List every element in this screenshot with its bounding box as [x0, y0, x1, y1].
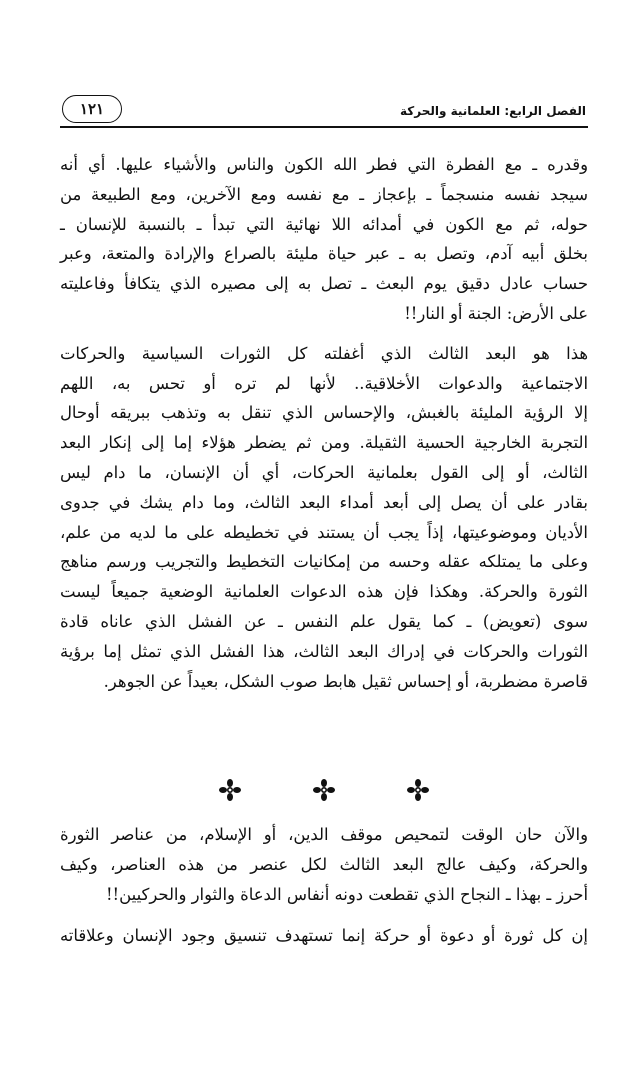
header-rule	[60, 126, 588, 128]
page-number: ١٢١	[62, 95, 122, 123]
text-line: قاصرة مضطربة، أو إحساس ثقيل هابط صوب الشكل، بعيداً عن الجوهر.	[103, 671, 588, 691]
floral-ornament-icon	[406, 778, 430, 802]
floral-ornament-icon	[218, 778, 242, 802]
text-line: الأديان وموضوعيتها، إذاً يجب أن يستند في تخطيطه على ما لديه من علم،	[60, 522, 588, 542]
text-line: سوى (تعويض) ـ كما يقول علم النفس ـ عن الفشل الذي عاناه قادة	[60, 611, 588, 631]
text-line: هذا هو البعد الثالث الذي أغفلته كل الثورات السياسية والحركات	[60, 343, 588, 363]
text-line: والآن حان الوقت لتمحيص موقف الدين، أو الإسلام، من عناصر الثورة	[60, 825, 588, 844]
text-line: وعلى ما يمتلكه عقله وحسه من إمكانيات التخطيط والتجريب ورسم مناهج	[60, 552, 588, 572]
text-line: الثالث، أو إلى القول بعلمانية الحركات، أي أن الإنسان، ما دام ليس	[60, 462, 588, 482]
text-line: إلا الرؤية المليئة بالغبش، والإحساس الذي تنقل به وتذهب ببريقه أوحال	[60, 403, 588, 423]
running-header	[60, 92, 588, 130]
text-line: الثورة والحركة. وهكذا فإن هذه الدعوات العلمانية الوضعية جميعاً ليست	[60, 582, 588, 602]
text-line: إن كل ثورة أو دعوة أو حركة إنما تستهدف تنسيق وجود الإنسان وعلاقاته	[60, 926, 588, 946]
chapter-title: الفصل الرابع: العلمانية والحركة	[400, 104, 586, 118]
floral-ornament-icon	[312, 778, 336, 802]
text-line: حساب عادل دقيق يوم البعث ـ تصل به إلى مصيره الذي يتكافأ وفاعليته	[60, 274, 588, 294]
text-line: على الأرض: الجنة أو النار!!	[404, 303, 588, 323]
main-text	[60, 150, 588, 696]
text-line: بخلق أبيه آدم، وتصل به ـ عبر حياة مليئة بالصراع والإرادة والمتعة، وعبر	[60, 244, 588, 264]
section-divider	[60, 778, 588, 808]
text-line: بقادر على أن يصل إلى أبعد أمداء البعد الثالث، وما دام يشك في جدوى	[60, 492, 588, 512]
text-line: وقدره ـ مع الفطرة التي فطر الله الكون والناس والأشياء عليها. أي أنه	[60, 155, 588, 174]
text-line: سيجد نفسه منسجماً ـ بإعجاز ـ مع نفسه ومع الآخرين، ومع الطبيعة من	[60, 184, 588, 204]
text-line: حوله، ثم مع الكون في أمدائه اللا نهائية التي تبدأ ـ بالنسبة للإنسان ـ	[60, 214, 588, 234]
text-line: أحرز ـ بهذا ـ النجاح الذي تقطعت دونه أنفاس الدعاة والثوار والحركيين!!	[105, 884, 588, 904]
main-text-continued	[60, 820, 588, 951]
text-line: الاجتماعية والدعوات الأخلاقية.. لأنها لم تره أو تحس به، اللهم	[60, 373, 588, 393]
text-line: والحركة، وكيف عالج البعد الثالث لكل عنصر من هذه العناصر، وكيف	[60, 854, 588, 874]
paragraph	[60, 921, 588, 951]
text-line: التجربة الخارجية الحسية الثقيلة. ومن ثم يضطر هؤلاء إما إلى إنكار البعد	[60, 433, 588, 453]
paragraph	[60, 339, 588, 697]
paragraph	[60, 820, 588, 909]
text-line: الثورات والحركات في إدراك البعد الثالث، هذا الفشل الذي تمثل إما برؤية	[60, 641, 588, 661]
paragraph	[60, 150, 588, 329]
